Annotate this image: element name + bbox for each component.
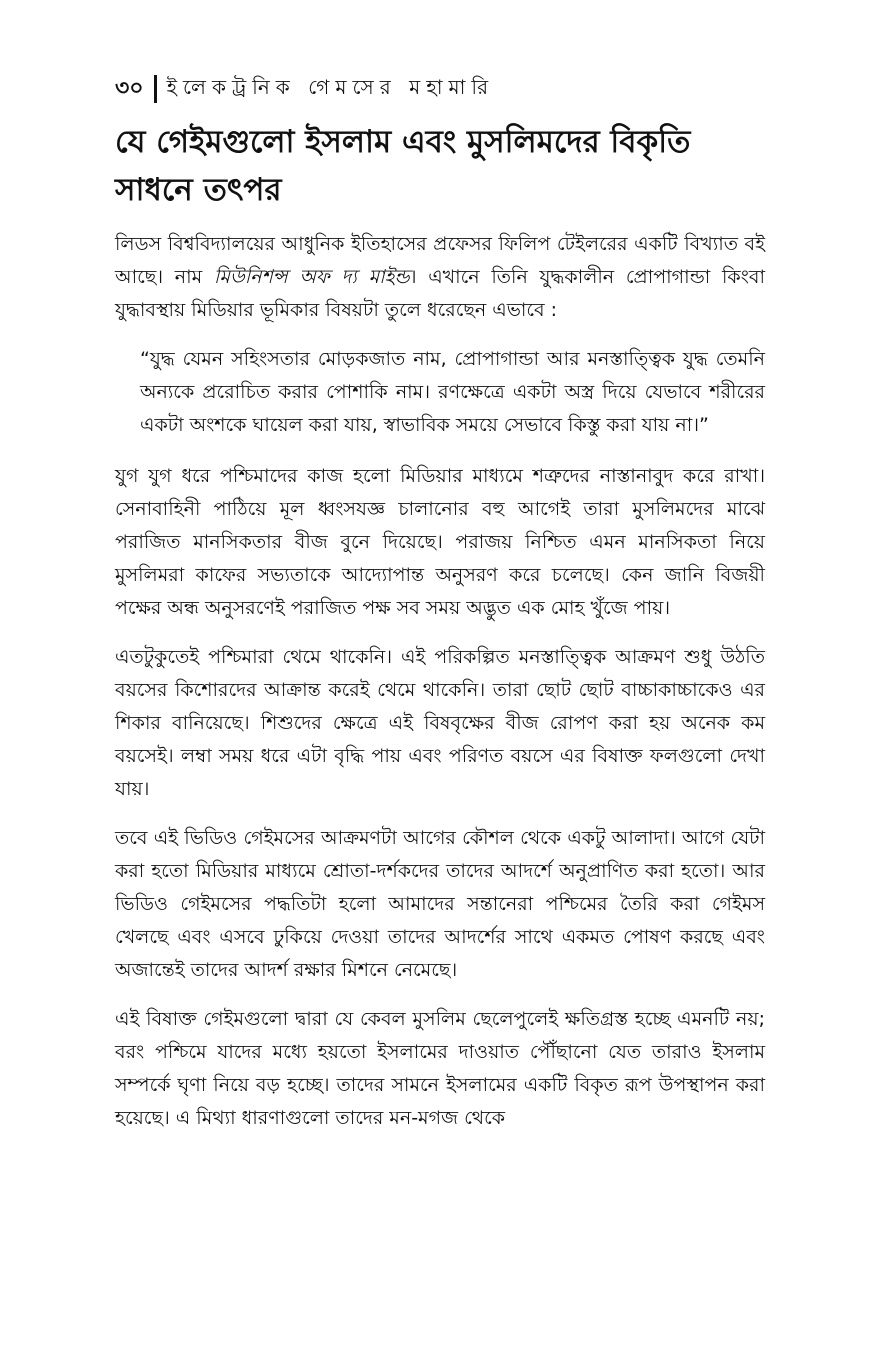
paragraph-1-intro: লিডস বিশ্ববিদ্যালয়ের আধুনিক ইতিহাসের প্রফেসর ফিলিপ টেইলরের একটি বিখ্যাত বই আছে। নাম bbox=[115, 233, 765, 288]
running-header bbox=[115, 72, 755, 106]
paragraph-1 bbox=[115, 228, 765, 327]
header-divider bbox=[154, 75, 157, 103]
section-heading: যে গেইমগুলো ইসলাম এবং মুসলিমদের বিকৃতি সাধনে তৎপর bbox=[115, 124, 691, 208]
paragraph-4: তবে এই ভিডিও গেইমসের আক্রমণটা আগের কৌশল থেকে একটু আলাদা। আগে যেটা করা হতো মিডিয়ার মাধ্যমে শ্রোতা-দর্শকদের তাদের আদর্শে অনুপ্রাণিত করা হতো। আর ভিডিও গেইমসের পদ্ধতিটা হলো আমাদের সন্তানেরা পশ্চিমের তৈরি করা গেইমস খেলছে এবং এসবে ঢুকিয়ে দেওয়া তাদের আদর্শের সাথে একমত পোষণ করছে এবং অজান্তেই তাদের আদর্শ রক্ষার মিশনে নেমেছে। bbox=[115, 827, 765, 981]
page-number: ৩০ bbox=[115, 75, 144, 101]
paragraph-1-rest: । এখানে তিনি যুদ্ধকালীন প্রোপাগান্ডা কিংবা যুদ্ধাবস্থায় মিডিয়ার ভূমিকার বিষয়টা তুলে ধরেছেন এভাবে : bbox=[115, 266, 765, 321]
block-quote: “যুদ্ধ যেমন সহিংসতার মোড়কজাত নাম, প্রোপাগান্ডা আর মনস্তাত্ত্বিক যুদ্ধ তেমনি অন্যকে প্ররোচিত করার পোশাকি নাম। রণক্ষেত্রে একটা অস্ত্র দিয়ে যেভাবে শরীরের একটা অংশকে ঘায়েল করা যায়, স্বাভাবিক সময়ে সেভাবে কিস্তু করা যায় না।” bbox=[140, 348, 765, 436]
paragraph-2: যুগ যুগ ধরে পশ্চিমাদের কাজ হলো মিডিয়ার মাধ্যমে শত্রুদের নাস্তানাবুদ করে রাখা। সেনাবাহিনী পাঠিয়ে মূল ধ্বংসযজ্ঞ চালানোর বহু আগেই তারা মুসলিমদের মাঝে পরাজিত মানসিকতার বীজ বুনে দিয়েছে। পরাজয় নিশ্চিত এমন মানসিকতা নিয়ে মুসলিমরা কাফের সভ্যতাকে আদ্যোপান্ত অনুসরণ করে চলেছে। কেন জানি বিজয়ী পক্ষের অন্ধ অনুসরণেই পরাজিত পক্ষ সব সময় অদ্ভুত এক মোহ খুঁজে পায়। bbox=[115, 465, 765, 619]
body-text bbox=[115, 228, 765, 1151]
paragraph-3: এতটুকুতেই পশ্চিমারা থেমে থাকেনি। এই পরিকল্পিত মনস্তাত্ত্বিক আক্রমণ শুধু উঠতি বয়সের কিশোরদের আক্রান্ত করেই থেমে থাকেনি। তারা ছোট ছোট বাচ্চাকাচ্চাকেও এর শিকার বানিয়েছে। শিশুদের ক্ষেত্রে এই বিষবৃক্ষের বীজ রোপণ করা হয় অনেক কম বয়সেই। লম্বা সময় ধরে এটা বৃদ্ধি পায় এবং পরিণত বয়সে এর বিষাক্ত ফলগুলো দেখা যায়। bbox=[115, 646, 765, 800]
running-title: ইলেকট্রনিক গেমসের মহামারি bbox=[166, 74, 495, 99]
paragraph-5: এই বিষাক্ত গেইমগুলো দ্বারা যে কেবল মুসলিম ছেলেপুলেই ক্ষতিগ্রস্ত হচ্ছে এমনটি নয়; বরং পশ্চিমে যাদের মধ্যে হয়তো ইসলামের দাওয়াত পৌঁছানো যেত তারাও ইসলাম সম্পর্কে ঘৃণা নিয়ে বড় হচ্ছে। তাদের সামনে ইসলামের একটি বিকৃত রূপ উপস্থাপন করা হয়েছে। এ মিথ্যা ধারণাগুলো তাদের মন-মগজ থেকে bbox=[115, 1008, 765, 1129]
book-title: মিউনিশন্স অফ দ্য মাইন্ড bbox=[213, 266, 410, 288]
